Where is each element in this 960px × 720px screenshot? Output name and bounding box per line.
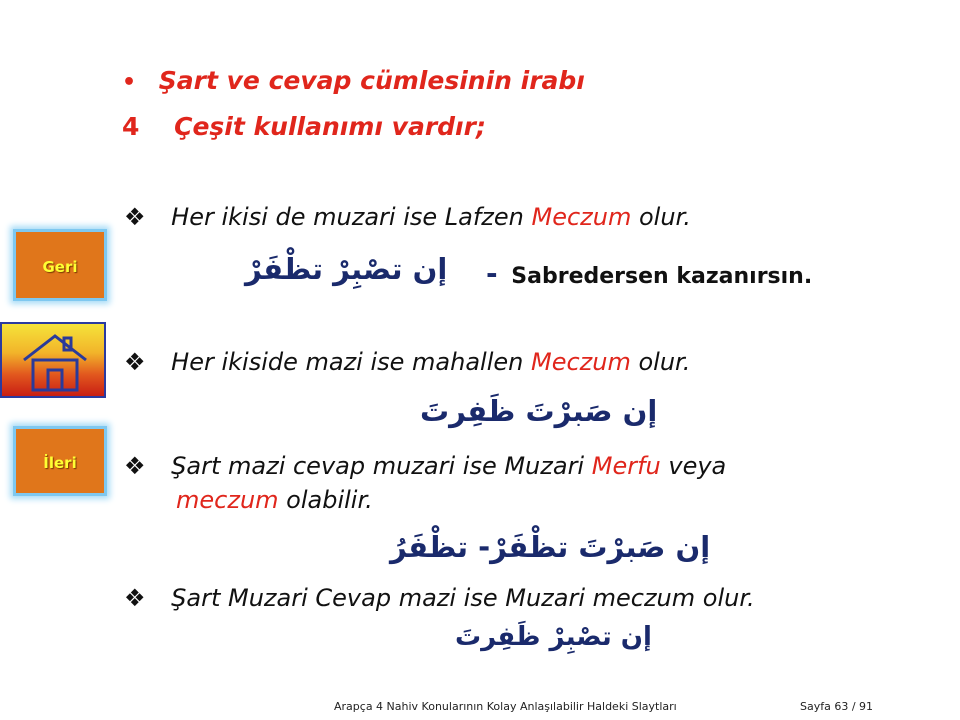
item-text-end: veya bbox=[660, 452, 727, 480]
bullet-dot-icon: • bbox=[122, 70, 137, 95]
arabic-example-4: إن تصْبِرْ ظَفِرتَ bbox=[455, 622, 652, 652]
diamond-bullet-icon: ❖ bbox=[124, 452, 146, 480]
home-button[interactable] bbox=[0, 322, 106, 398]
item-text-end: olur. bbox=[631, 203, 691, 231]
item-text: Şart mazi cevap muzari ise Muzari bbox=[171, 452, 592, 480]
list-item-3 bbox=[124, 452, 726, 480]
item-highlight: meczum bbox=[176, 486, 279, 514]
dash-separator: - bbox=[486, 257, 498, 290]
translation-line bbox=[486, 257, 812, 290]
title-line-2 bbox=[122, 112, 486, 141]
footer-title: Arapça 4 Nahiv Konularının Kolay Anlaşılabilir Haldeki Slaytları bbox=[334, 700, 677, 713]
back-button[interactable] bbox=[13, 229, 107, 301]
back-button-label: Geri bbox=[42, 258, 78, 276]
page-number: Sayfa 63 / 91 bbox=[800, 700, 874, 713]
arabic-example-3: إن صَبرْتَ تظْفَرْ- تظْفَرُ bbox=[390, 530, 711, 564]
diamond-bullet-icon: ❖ bbox=[124, 584, 146, 612]
item-text: Şart Muzari Cevap mazi ise Muzari meczum olur. bbox=[171, 584, 755, 612]
arabic-example-1: إن تصْبِرْ تظْفَرْ bbox=[245, 252, 448, 286]
item-highlight: Meczum bbox=[531, 348, 631, 376]
item-highlight: Merfu bbox=[591, 452, 661, 480]
home-icon bbox=[2, 324, 108, 400]
title-subtext: Çeşit kullanımı vardır; bbox=[174, 112, 486, 141]
list-item-2 bbox=[124, 348, 690, 376]
item-text: Her ikisi de muzari ise Lafzen bbox=[171, 203, 532, 231]
title-number: 4 bbox=[122, 112, 140, 141]
item-text: Her ikiside mazi ise mahallen bbox=[171, 348, 531, 376]
list-item-1 bbox=[124, 203, 691, 231]
item-text-end: olur. bbox=[630, 348, 691, 376]
diamond-bullet-icon: ❖ bbox=[124, 348, 146, 376]
item-highlight: Meczum bbox=[531, 203, 632, 231]
next-button[interactable] bbox=[13, 426, 107, 496]
translation-text: Sabredersen kazanırsın. bbox=[511, 264, 813, 289]
arabic-example-2: إن صَبرْتَ ظَفِرتَ bbox=[420, 394, 658, 428]
diamond-bullet-icon: ❖ bbox=[124, 203, 146, 231]
title-line-1 bbox=[122, 66, 585, 95]
title-text: Şart ve cevap cümlesinin irabı bbox=[158, 66, 585, 95]
item-text-end: olabilir. bbox=[278, 486, 373, 514]
list-item-4 bbox=[124, 584, 755, 612]
next-button-label: İleri bbox=[43, 454, 77, 472]
list-item-3-line-2 bbox=[176, 486, 373, 514]
